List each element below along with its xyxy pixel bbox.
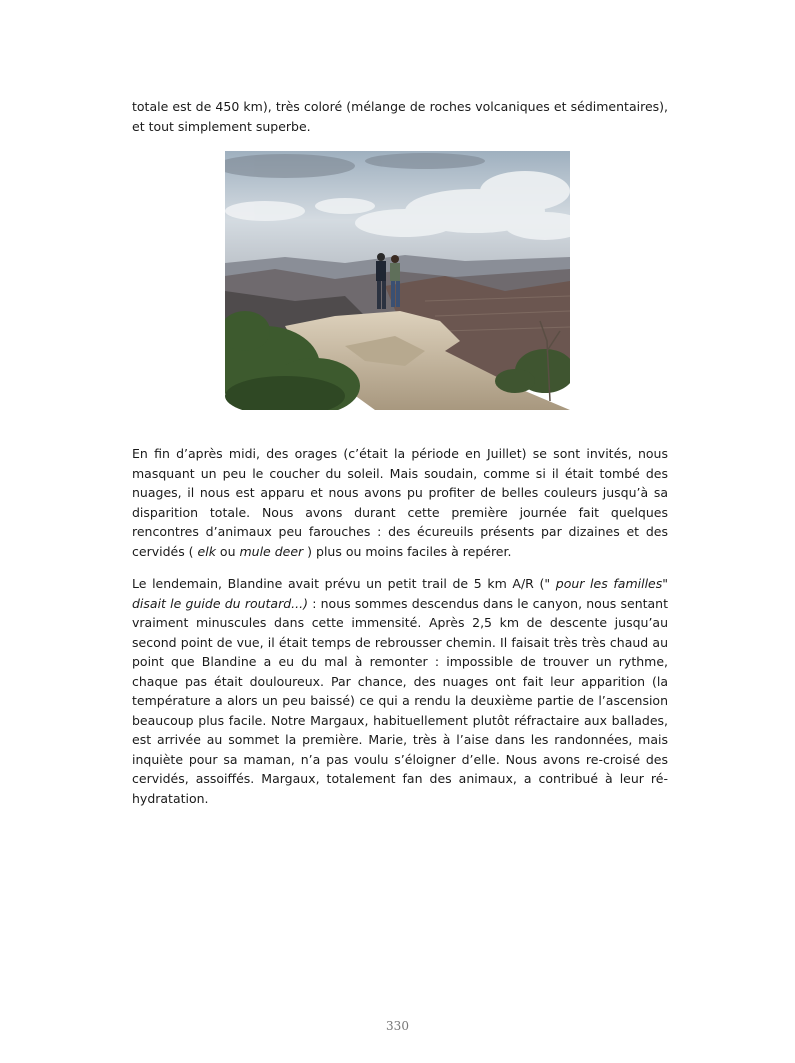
- paragraph-evening: [132, 444, 668, 561]
- paragraph-text: : nous sommes descendus dans le canyon, nous sentant vraiment minuscules dans cette immensité. Après 2,5 km de descente jusqu’au second point de vue, il était temps de rebrousser chemin. Il faisait très très chaud au point que Blandine a eu du mal à remonter : impossible de trouver un rythme, chaque pas était douloureux. Par chance, des nuages ont fait leur apparition (la température a alors un peu baissé) ce qui a rendu la deuxième partie de l’ascension beaucoup plus facile. Notre Margaux, habituellement plutôt réfractaire aux ballades, est arrivée au sommet la première. Marie, très à l’aise dans les randonnées, mais inquiète pour sa maman, n’a pas voulu s’éloigner d’elle. Nous avons re-croisé des cervidés, assoiffés. Margaux, totalement fan des animaux, a contribué à leur ré-hydratation.: [132, 595, 668, 806]
- page-number: 330: [386, 1019, 409, 1033]
- photo-illustration: [225, 151, 570, 410]
- paragraph-text: Le lendemain, Blandine avait prévu un petit trail de 5 km A/R (: [132, 576, 545, 591]
- paragraph-text: ou: [215, 543, 240, 559]
- paragraph-next-day: [132, 574, 668, 808]
- grand-canyon-photo: [225, 151, 570, 410]
- italic-term-elk: elk: [197, 543, 216, 559]
- italic-quote: " pour les familles" disait le guide du routard...): [132, 576, 668, 611]
- paragraph-intro-end: [132, 97, 668, 136]
- paragraph-text: totale est de 450 km), très coloré (mélange de roches volcaniques et sédimentaires), et tout simplement superbe.: [132, 99, 668, 134]
- paragraph-text: En fin d’après midi, des orages (c’était la période en Juillet) se sont invités, nous masquant un peu le coucher du soleil. Mais soudain, comme si il était tombé des nuages, il nous est apparu et nous avons pu profiter de belles couleurs jusqu’à sa disparition totale. Nous avons durant cette première journée fait quelques rencontres d’animaux peu farouches : des écureuils présents par dizaines et des cervidés (: [132, 446, 668, 559]
- paragraph-text: ) plus ou moins faciles à repérer.: [303, 543, 512, 559]
- italic-term-mule-deer: mule deer: [239, 543, 304, 559]
